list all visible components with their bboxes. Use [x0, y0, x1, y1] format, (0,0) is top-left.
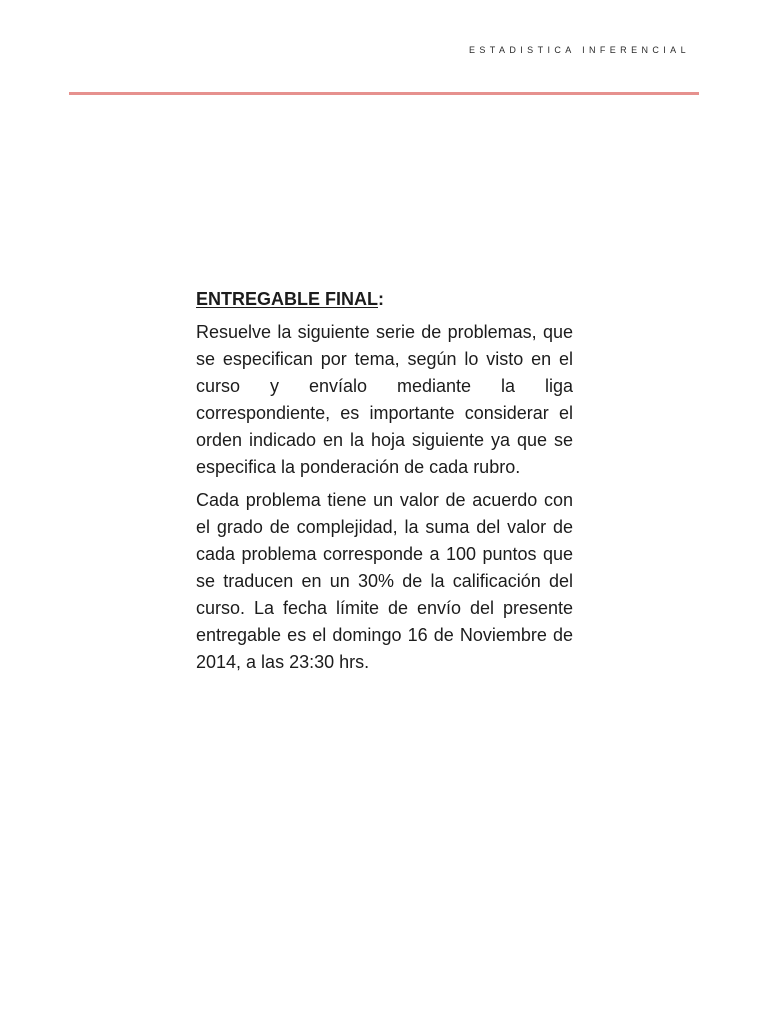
- running-header: ESTADISTICA INFERENCIAL: [468, 45, 690, 55]
- instructions-paragraph: Resuelve la siguiente serie de problemas, que se especifican por tema, según lo visto en el curso y envíalo mediante la liga correspondiente, es importante considerar el orden indicado en la hoja siguiente ya que se especifica la ponderación de cada rubro.: [196, 322, 573, 477]
- header-divider: [69, 92, 699, 95]
- grading-paragraph: Cada problema tiene un valor de acuerdo con el grado de complejidad, la suma del valor de cada problema corresponde a 100 puntos que se traducen en un 30% de la calificación del curso. La fecha límite de envío del presente entregable es el domingo 16 de Noviembre de 2014, a las 23:30 hrs.: [196, 490, 573, 672]
- section-heading: [196, 285, 573, 313]
- section-heading-colon: :: [378, 289, 384, 309]
- section-heading-text: ENTREGABLE FINAL: [196, 289, 378, 309]
- document-body: [196, 285, 573, 682]
